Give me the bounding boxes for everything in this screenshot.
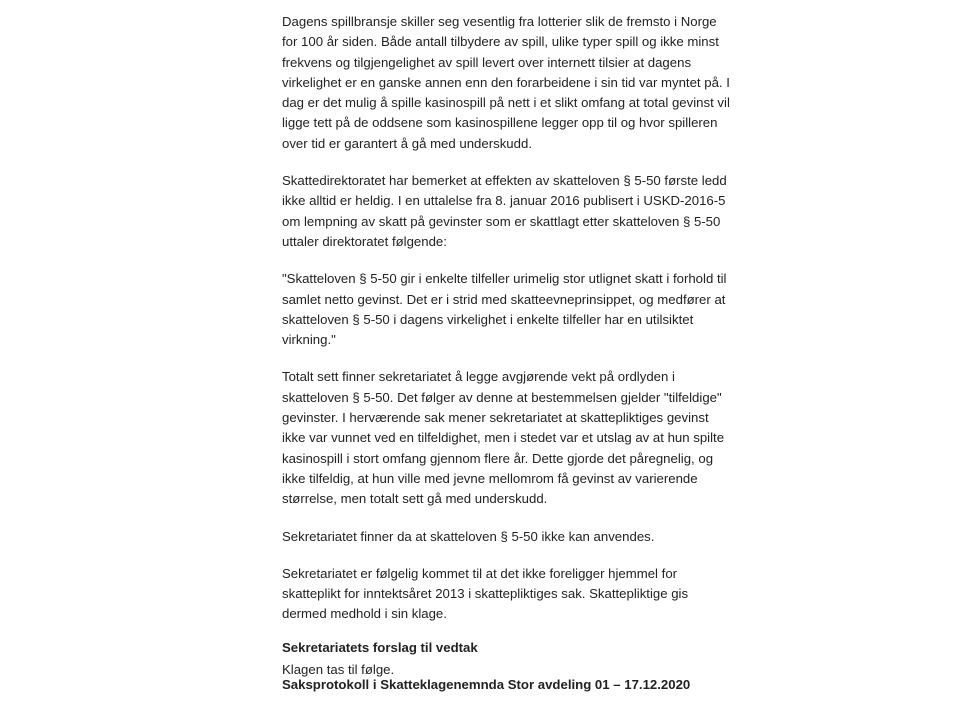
paragraph-tax-directorate: Skattedirektoratet har bemerket at effekten av skatteloven § 5-50 første ledd ikke alltid er heldig. I en uttalelse fra 8. januar 2016 publisert i USKD-2016-5 om lempning av skatt på gevinster som er skattlagt etter skatteloven § 5-50 uttaler direktoratet følgende: (282, 173, 727, 249)
document-body (282, 12, 747, 680)
page-footer: Saksprotokoll i Skatteklagenemnda Stor avdeling 01 – 17.12.2020 (282, 677, 691, 692)
paragraph-gambling-industry: Dagens spillbransje skiller seg vesentlig fra lotterier slik de fremsto i Norge for 100 år siden. Både antall tilbydere av spill, ulike typer spill og ikke minst frekvens og tilgjengelighet av spill levert over internett tilsier at dagens virkelighet er en ganske annen enn den forarbeidene i sin tid var myntet på. I dag er det mulig å spille kasinospill på nett i et slikt omfang at total gevinst vil ligge tett på de oddsene som kasinospillene legger opp til og hvor spilleren over tid er garantert å gå med underskudd. (282, 14, 730, 151)
paragraph-quote: "Skatteloven § 5-50 gir i enkelte tilfeller urimelig stor utlignet skatt i forhold til samlet netto gevinst. Det er i strid med skatteevneprinsippet, og medfører at skatteloven § 5-50 i dagens virkelighet i enkelte tilfeller har en utilsiktet virkning." (282, 271, 727, 348)
proposal-heading: Sekretariatets forslag til vedtak (282, 639, 478, 655)
proposal-text: Klagen tas til følge. (282, 661, 395, 677)
paragraph-secretariat-result: Sekretariatet er følgelig kommet til at det ikke foreligger hjemmel for skatteplikt for inntektsåret 2013 i skattepliktiges sak. Skattepliktige gis dermed medhold i sin klage. (282, 565, 689, 622)
paragraph-secretariat-assessment: Totalt sett finner sekretariatet å legge avgjørende vekt på ordlyden i skatteloven § 5-50. Det følger av denne at bestemmelsen gjelder "tilfeldige" gevinster. I herværende sak mener sekretariatet at skattepliktiges gevinst ikke var vunnet ved en tilfeldighet, men i stedet var et utslag av at hun spilte kasinospill i stort omfang gjennom flere år. Dette gjorde det påregnelig, og ikke tilfeldig, at hun ville med jevne mellomrom få gevinst av varierende størrelse, men totalt sett gå med underskudd. (282, 369, 725, 507)
paragraph-secretariat-conclusion: Sekretariatet finner da at skatteloven § 5-50 ikke kan anvendes. (282, 528, 655, 544)
